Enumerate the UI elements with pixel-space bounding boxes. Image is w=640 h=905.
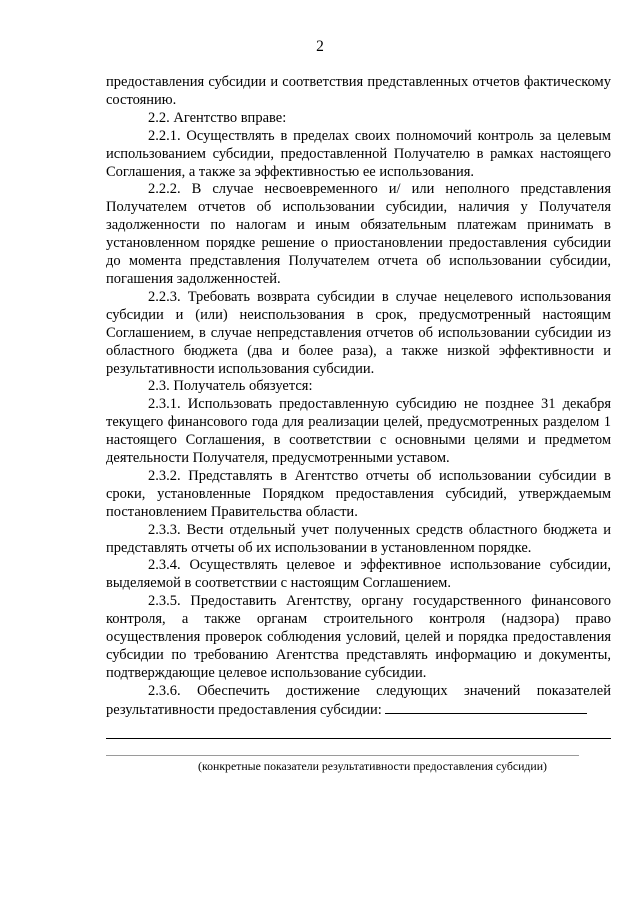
page-number: 2 bbox=[316, 38, 324, 55]
paragraph: 2.3. Получатель обязуется: bbox=[148, 378, 313, 395]
paragraph-list bbox=[106, 74, 611, 683]
paragraph-2-3-6-text: 2.3.6. Обеспечить достижение следующих значений показателей результативности предоставления субсидии: bbox=[106, 682, 611, 718]
paragraph: 2.2. Агентство вправе: bbox=[148, 109, 287, 126]
paragraph: 2.3.2. Представлять в Агентство отчеты об использовании субсидии в сроки, установленные Порядком предоставления субсидий, утверждаемым постановлением Правительства области. bbox=[106, 467, 611, 520]
paragraph: предоставления субсидии и соответствия представленных отчетов фактическому состоянию. bbox=[106, 74, 611, 108]
paragraph: 2.3.3. Вести отдельный учет полученных средств областного бюджета и представлять отчеты об их использовании в установленном порядке. bbox=[106, 521, 611, 556]
paragraph: 2.2.1. Осуществлять в пределах своих полномочий контроль за целевым использованием субсидии, предоставленной Получателю в рамках настоящего Соглашения, а также за эффективностью ее использования. bbox=[106, 127, 611, 180]
paragraph: 2.2.2. В случае несвоевременного и/ или неполного представления Получателем отчетов об использовании субсидии, наличия у Получателя задолженности по налогам и иным обязательным платежам принимать в установленном порядке решение о приостановлении предоставления субсидии до момента представления Получателем отчета об использовании субсидии, погашения задолженностей. bbox=[106, 181, 611, 287]
caption-rule bbox=[106, 739, 579, 756]
paragraph-2-3-6 bbox=[106, 683, 611, 720]
paragraph: 2.3.4. Осуществлять целевое и эффективное использование субсидии, выделяемой в соответствии с настоящим Соглашением. bbox=[106, 557, 611, 592]
indicators-caption: (конкретные показатели результативности предоставления субсидии) bbox=[198, 758, 547, 773]
paragraph: 2.2.3. Требовать возврата субсидии в случае нецелевого использования субсидии и (или) неиспользования в срок, предусмотренный настоящим Соглашением, в случае непредставления отчетов об использовании субсидии из областного бюджета (два и более раза), а также низкой эффективности и результативности использования субсидии. bbox=[106, 288, 611, 377]
document-body bbox=[106, 74, 611, 773]
fill-in-line bbox=[385, 701, 587, 714]
paragraph: 2.3.5. Предоставить Агентству, органу государственного финансового контроля, а также органам строительного контроля (надзора) право осуществления проверок соблюдения условий, целей и порядка предоставления субсидии по требованию Агентства представлять информацию и документы, подтверждающие целевое использование субсидии. bbox=[106, 593, 611, 681]
paragraph: 2.3.1. Использовать предоставленную субсидию не позднее 31 декабря текущего финансового года для реализации целей, предусмотренных разделом 1 настоящего Соглашения, в соответствии с основными целями и предметом деятельности Получателя, предусмотренными уставом. bbox=[106, 396, 611, 467]
blank-line bbox=[106, 720, 611, 739]
